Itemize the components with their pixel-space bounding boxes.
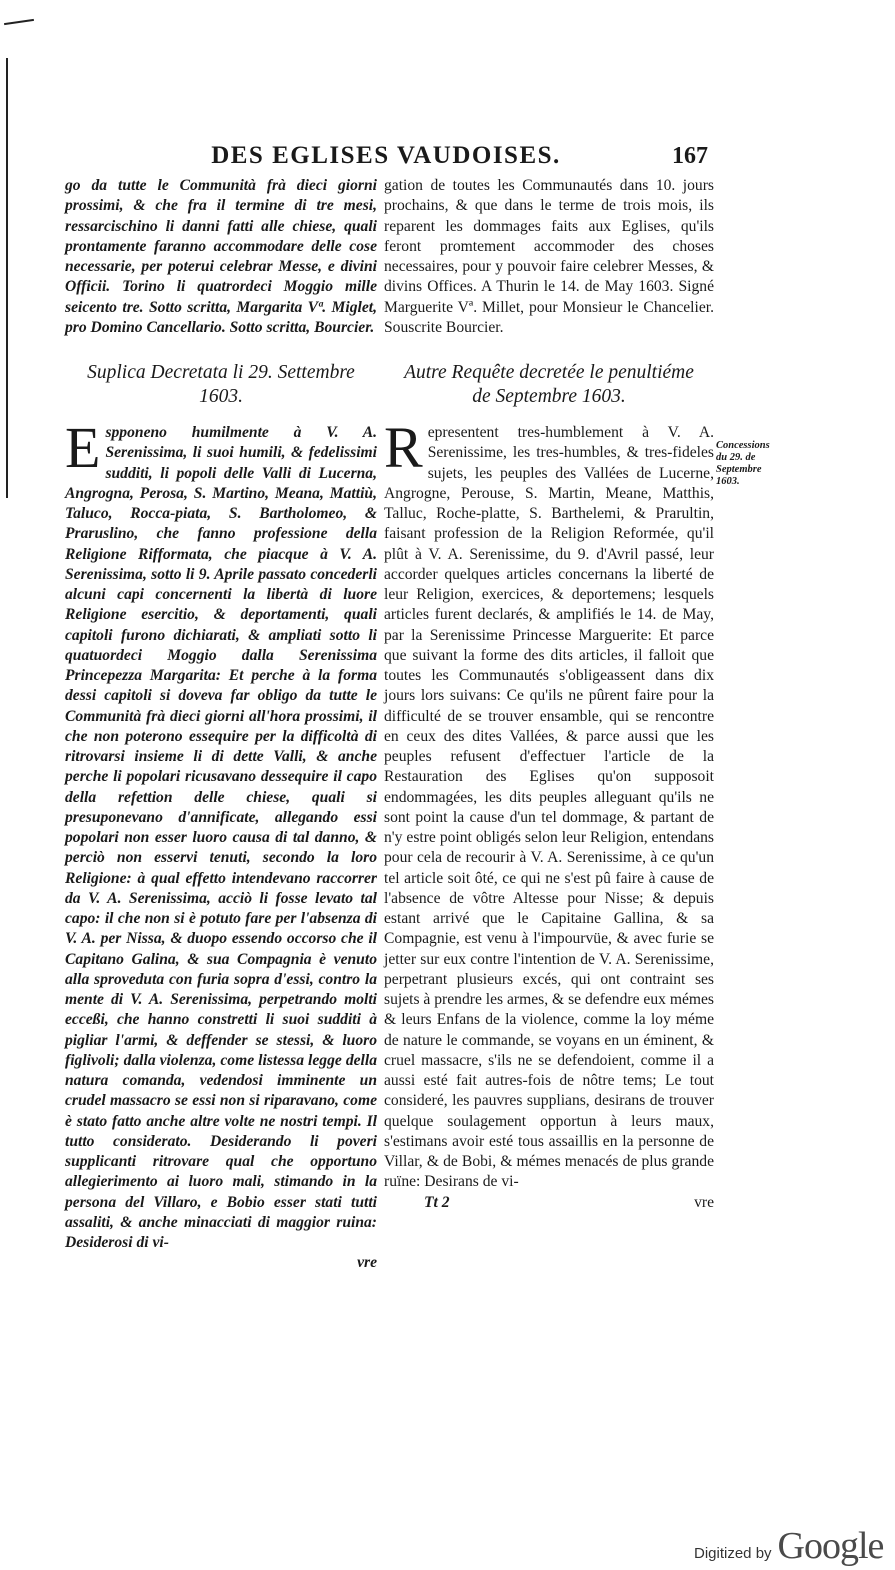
right-paragraph-petition: Representent tres-humblement à V. A. Serenissime, les tres-humbles, & tres-fideles sujets, les peuples des Vallées de Lucerne, Angrogne, Perouse, S. Martin, Meane, Matthis, Talluc, Roche-platte, S. Barthelemi, & Prarultin, faisant profession de la Religion Reformée, qu'il plût à V. A. Serenissime, du 9. d'Avril passé, leur accorder quelques articles concernans la liberté de leur Religion, exercices, & deportemens; lesquels articles furent declarés, & amplifiés le 14. de May, par la Serenissime Princesse Marguerite: Et parce que suivant la forme des dits articles, il falloit que toutes les Communautés s'obligeassent dans dix jours lors suivans: Ce qu'ils ne pûrent faire pour la difficulté de se trouver ensamble, qui se rencontre en ceux des dites Vallées, & parce aussi que les peuples refusent d'effectuer l'article de la Restauration des Eglises qu'on supposoit endommagées, les dits peuples alleguant qu'ils ne sont point la cause d'un tel dommage, & partant de n'y estre point obligés selon leur Religion, entendans pour cela de recourir à V. A. Serenissime, à ce qu'un tel article soit ôté, ce qui ne s'est pû faire à cause de l'absence de vôtre Altesse pour Nisse; & depuis estant arrivé que le Capitaine Gallina, & sa Compagnie, est venu à l'impourvüe, & avec furie se jetter sur eux contre l'intention de V. A. Serenissime, perpetrant plusieurs excés, qui ont contraint ses sujets à prendre les armes, & se defendre eux mémes & leurs Enfans de la violence, comme la loy méme de nature le commande, se voyans en un éminent, & cruel massacre, s'ils ne se defendoient, comme il a aussi esté fait autres-fois de nôtre tems; Le tout consideré, les pauvres supplians, desirans de trouver quelque soulagement opportun à leurs maux, s'estimans avoir esté tous assaillis en la personne de Villar, & de Bobi, & mémes menacés de plus grande ruïne: Desirans de vi- (384, 415, 714, 1191)
digitization-stamp (694, 1524, 883, 1568)
left-catchword: vre (357, 1254, 377, 1272)
page-number: 167 (672, 143, 708, 169)
running-title: DES EGLISES VAUDOISES. (211, 142, 561, 169)
left-catch-row (65, 1253, 377, 1273)
margin-note: Concessions du 29. de Septembre 1603. (716, 440, 770, 487)
right-column-french (384, 176, 714, 1213)
google-logo: Google (777, 1525, 884, 1567)
left-section-heading: Suplica Decretata li 29. Settembre 1603. (87, 362, 355, 407)
page-edge-line (6, 58, 8, 498)
digitized-by-label: Digitized by (694, 1545, 772, 1562)
right-paragraph-continuation: gation de toutes les Communautés dans 10. jours prochains, & que dans le terme de trois mois, ils reparent les dommages faits aux Eglises, qu'ils feront promtement accommoder des choses necessaires, pour y pouvoir faire celebrer Messes, & divins Offices. A Thurin le 14. de May 1603. Signé Marguerite Vª. Millet, pour Monsieur le Chancelier. Souscrite Bourcier. (384, 177, 714, 336)
right-section-heading: Autre Requête decretée le penultiéme de Septembre 1603. (404, 362, 694, 407)
left-paragraph-petition: Espponeno humilmente à V. A. Serenissima, li suoi humili, & fedelissimi sudditi, li popoli delle Valli di Lucerna, Angrogna, Perosa, S. Martino, Meana, Mattiù, Taluco, Rocca-piata, S. Bartholomeo, & Praruslino, che fanno professione della Religione Rifformata, che piacque à V. A. Serenissima, sotto li 9. Aprile passato concederli alcuni capi concernenti la libertà di luore Religione esercitio, & deportamenti, quali capitoli furono dichiarati, & ampliati sotto li quatuordeci Moggio dalla Serenissima Princepezza Margarita: Et perche à la forma dessi capitoli si doveva far obligo da tutte le Communità frà dieci giorni all'hora prossimi, il che non poterono essequire per la difficoltà di ritrovarsi insieme li di dette Valli, & anche perche li popolari ricusavano dessequire il capo della refettion delle chiese, quali si presuponevano d'annificate, allegando essi popolari non esser luoro causa di tal danno, & perciò non esservi tenuti, secondo la loro Religione: à qual effetto intendevano raccorrer da V. A. Serenissima, acciò li fosse levato tal capo: il che non si è potuto fare per l'absenza di V. A. per Nissa, & duopo essendo occorso che il Capitano Galina, & sua Compagnia è venuto alla sproveduta con furia sopra d'essi, contro la mente di V. A. Serenissima, perpetrando molti ecceßi, che hanno constretti li suoi sudditi à pigliar l'armi, & deffender se stessi, & luoro figlivoli; dalla violenza, come listessa legge della natura comanda, vedendosi imminente un crudel massacro se essi non si riparavano, come è stato fatto anche altre volte ne nostri tempi. Il tutto considerato. Desiderando li poveri supplicanti ritrovare qual che opportuno allegierimento ai luoro mali, stimando in la persona del Villaro, e Bobio esser stati tutti assaliti, & anche minacciati di maggior ruina: Desiderosi di vi- (65, 415, 377, 1251)
right-catchword: vre (694, 1193, 714, 1211)
left-column-italian (65, 176, 377, 1273)
corner-mark (4, 19, 34, 25)
left-paragraph-continuation: go da tutte le Communità frà dieci giorni prossimi, & che fra il termine di tre mesi, ressarcischino li danni fatti alle chiese, quali prontamente faranno accommodare delle cose necessarie, per poterui celebrar Messe, e divini Officii. Torino li quatrordeci Moggio mille seicento tre. Sotto scritta, Margarita Vª. Miglet, pro Domino Cancellario. Sotto scritta, Bourcier. (65, 177, 377, 336)
right-catch-row (384, 1193, 714, 1213)
signature-mark: Tt 2 (424, 1193, 450, 1211)
